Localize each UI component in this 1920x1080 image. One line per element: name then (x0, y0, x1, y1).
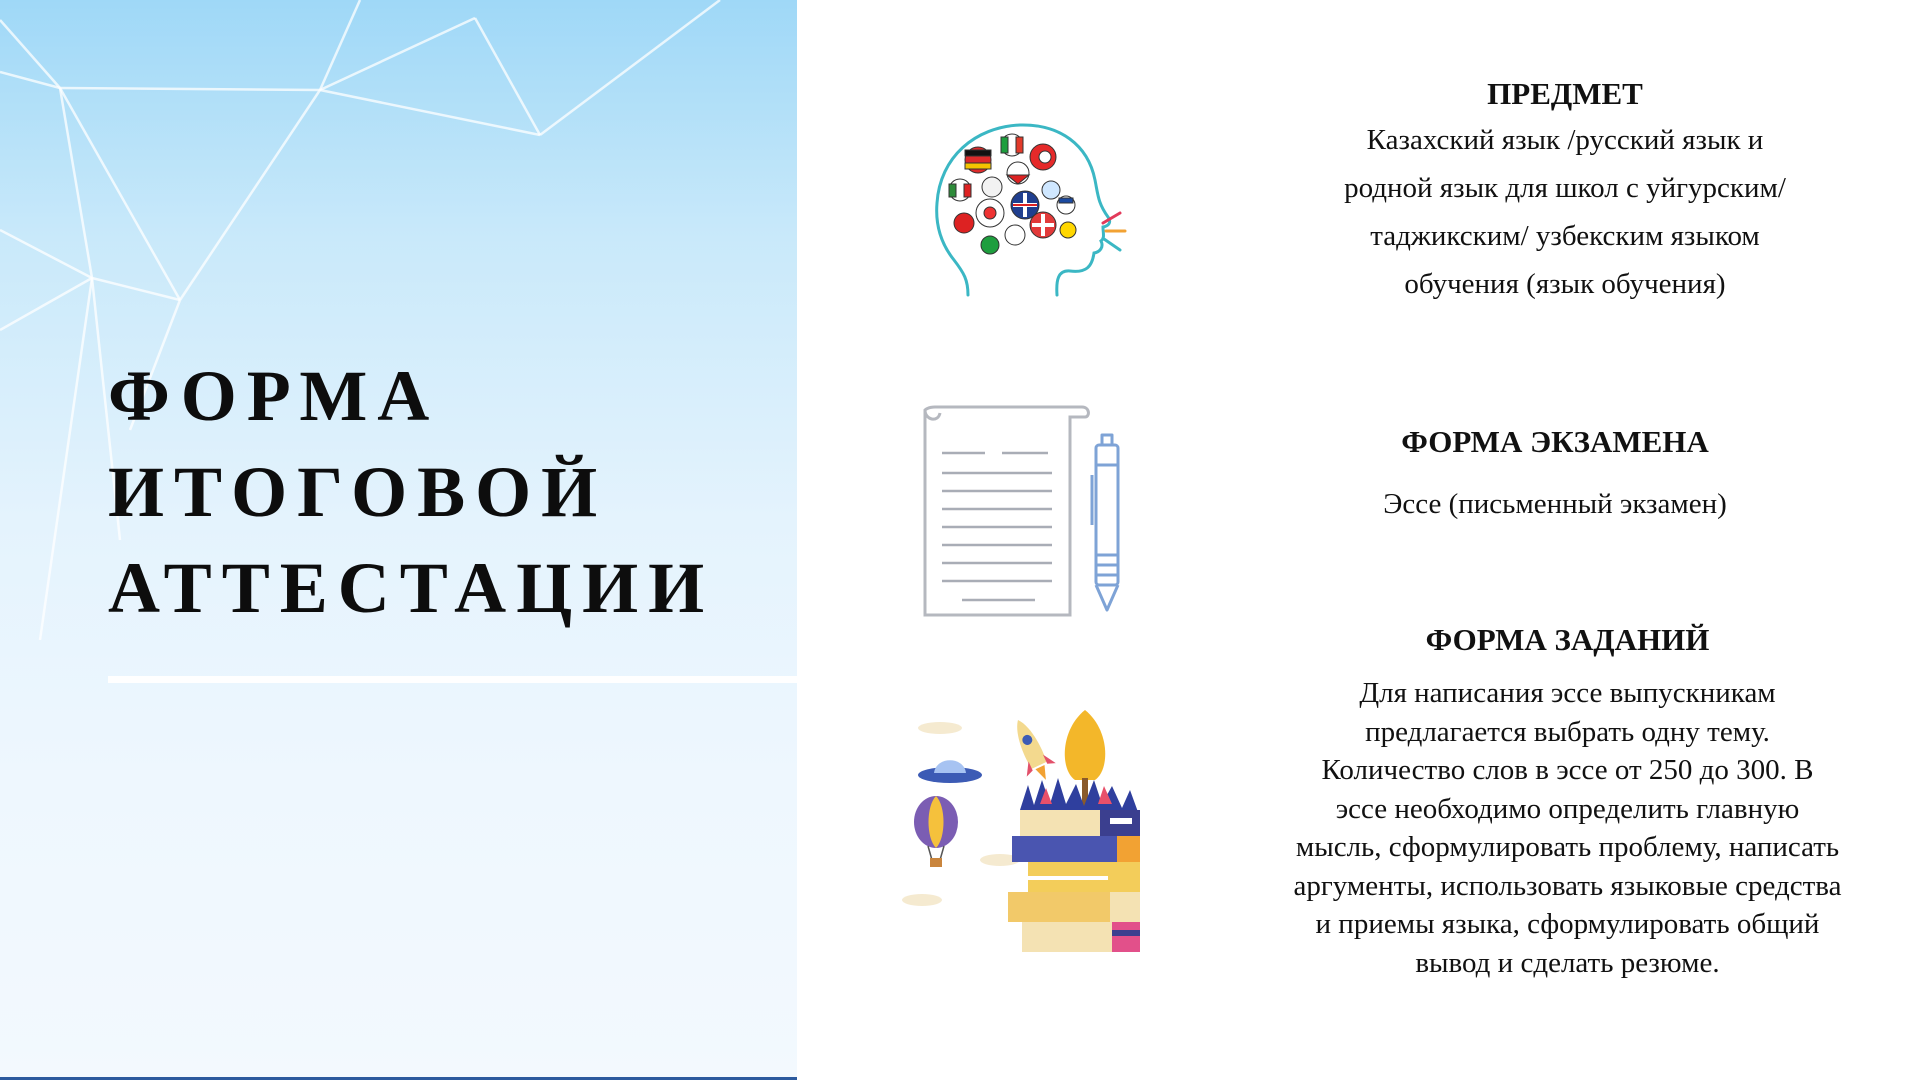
books-imagination-icon (900, 700, 1180, 965)
tasks-line: Количество слов в эссе от 250 до 300. В (1321, 754, 1814, 786)
subject-line: родной язык для школ с уйгурским/ (1344, 172, 1786, 204)
tasks-form-heading: ФОРМА ЗАДАНИЙ (1425, 622, 1710, 657)
exam-form-heading: ФОРМА ЭКЗАМЕНА (1401, 424, 1709, 459)
title-line-1: ФОРМА (108, 356, 440, 436)
languages-head-icon (920, 95, 1130, 305)
left-panel (0, 0, 797, 1080)
title-line-2: ИТОГОВОЙ (108, 452, 608, 532)
exam-form-text: Эссе (письменный экзамен) (1383, 488, 1727, 520)
subject-line: Казахский язык /русский язык и (1366, 124, 1764, 156)
tasks-line: мысль, сформулировать проблему, написать (1295, 831, 1840, 863)
tasks-line: Для написания эссе выпускникам (1359, 677, 1776, 709)
subject-line: обучения (язык обучения) (1404, 268, 1726, 300)
title-line-3: АТТЕСТАЦИИ (108, 548, 715, 628)
tasks-line: эссе необходимо определить главную (1335, 792, 1800, 825)
subject-text (1270, 116, 1860, 308)
title-underline (108, 676, 797, 683)
exam-form-section (1250, 422, 1860, 524)
page-title (108, 348, 714, 636)
tasks-line: и приемы языка, сформулировать общий (1315, 908, 1820, 940)
tasks-line: аргументы, использовать языковые средства (1293, 869, 1842, 902)
subject-line: таджикским/ узбекским языком (1370, 220, 1760, 252)
subject-heading: ПРЕДМЕТ (1487, 76, 1643, 111)
tasks-form-section (1255, 620, 1880, 982)
tasks-line: предлагается выбрать одну тему. (1365, 715, 1770, 748)
tasks-line: вывод и сделать резюме. (1415, 946, 1720, 979)
subject-section (1270, 74, 1860, 308)
tasks-form-text (1255, 674, 1880, 982)
document-pen-icon (920, 405, 1130, 625)
